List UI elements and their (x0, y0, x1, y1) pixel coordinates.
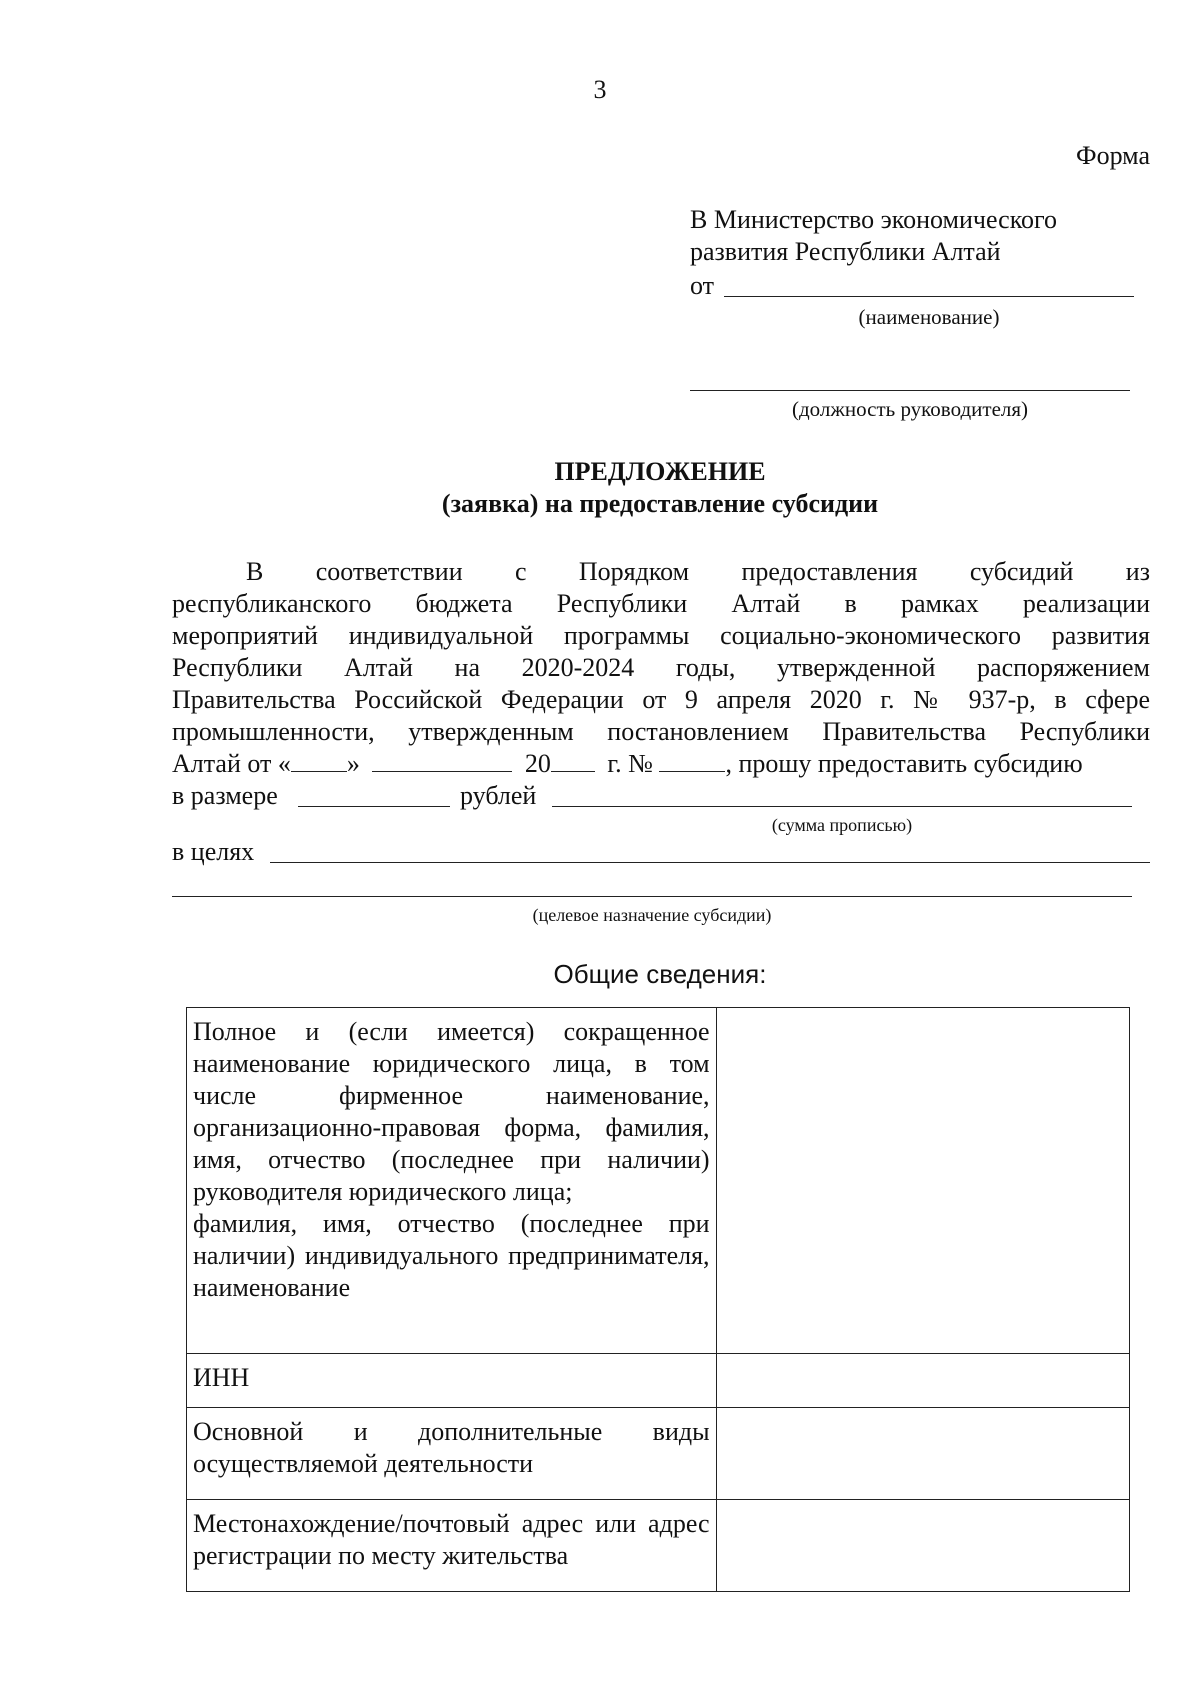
decree-number-field[interactable] (659, 749, 725, 772)
row-value-activity[interactable] (716, 1408, 1129, 1500)
row-label-inn (187, 1354, 717, 1408)
row-label-line: Полное и (если имеется) сокращенное наименование юридического лица, в том числе фирменное наименование, организационно-правовая форма, фамилия, имя, отчество (последнее при наличии) руководителя юридического лица; (193, 1017, 710, 1206)
table-row (187, 1408, 1130, 1500)
amount-unit: рублей (460, 781, 537, 810)
row-label-name (187, 1008, 717, 1354)
addressee-line-2: развития Республики Алтай (690, 237, 1001, 266)
amount-prefix: в размере (172, 781, 278, 810)
amount-caption: (сумма прописью) (771, 815, 913, 835)
purpose-field[interactable] (270, 862, 1150, 863)
addressee-from-prefix: от (690, 271, 715, 300)
section-title: Общие сведения: (553, 959, 767, 989)
row-label-line: Основной и дополнительные виды осуществляемой деятельности (193, 1417, 710, 1478)
addressee-name-field[interactable] (724, 296, 1134, 297)
date-line-prefix: Алтай от « (172, 749, 291, 778)
number-prefix: г. № (607, 749, 653, 778)
row-label-line: фамилия, имя, отчество (последнее при наличии) индивидуального предпринимателя, наименование (193, 1209, 710, 1302)
row-value-address[interactable] (716, 1500, 1129, 1592)
row-label-activity (187, 1408, 717, 1500)
day-field[interactable] (291, 749, 347, 772)
body-line-4: Республики Алтай на 2020-2024 годы, утвержденной распоряжением (172, 653, 1150, 682)
table-row (187, 1354, 1130, 1408)
row-value-inn[interactable] (716, 1354, 1129, 1408)
row-value-name[interactable] (716, 1008, 1129, 1354)
document-subtitle: (заявка) на предоставление субсидии (441, 489, 879, 518)
table-row (187, 1500, 1130, 1592)
row-label-address (187, 1500, 717, 1592)
body-line-3: мероприятий индивидуальной программы социально-экономического развития (172, 621, 1150, 650)
year-prefix: 20 (524, 749, 551, 778)
year-field[interactable] (551, 749, 595, 772)
body-line-2: республиканского бюджета Республики Алтай в рамках реализации (172, 589, 1150, 618)
date-line (172, 748, 1150, 780)
addressee-position-field[interactable] (690, 390, 1130, 391)
form-label: Форма (1076, 141, 1150, 170)
table-row (187, 1008, 1130, 1354)
addressee-line-1: В Министерство экономического (690, 205, 1058, 234)
amount-number-field[interactable] (298, 806, 450, 807)
month-field[interactable] (372, 749, 512, 772)
document-title: ПРЕДЛОЖЕНИЕ (554, 457, 766, 486)
row-label-line: ИНН (193, 1363, 250, 1392)
addressee-position-caption: (должность руководителя) (791, 397, 1029, 421)
row-label-line: Местонахождение/почтовый адрес или адрес регистрации по месту жительства (193, 1509, 710, 1570)
purpose-caption: (целевое назначение субсидии) (532, 905, 772, 925)
amount-words-field[interactable] (552, 806, 1132, 807)
body-line-1: В соответствии с Порядком предоставления субсидий из (246, 557, 1150, 586)
general-info-table (186, 1007, 1130, 1592)
page-number: 3 (593, 75, 607, 104)
date-line-quote-close: » (346, 749, 360, 778)
body-line-5: Правительства Российской Федерации от 9 апреля 2020 г. № 937-р, в сфере (172, 685, 1150, 714)
purpose-prefix: в целях (172, 837, 255, 866)
body-line-6: промышленности, утвержденным постановлением Правительства Республики (172, 717, 1150, 746)
purpose-field-continued[interactable] (172, 896, 1132, 897)
date-line-suffix: , прошу предоставить субсидию (725, 749, 1083, 778)
addressee-name-caption: (наименование) (858, 305, 1000, 329)
